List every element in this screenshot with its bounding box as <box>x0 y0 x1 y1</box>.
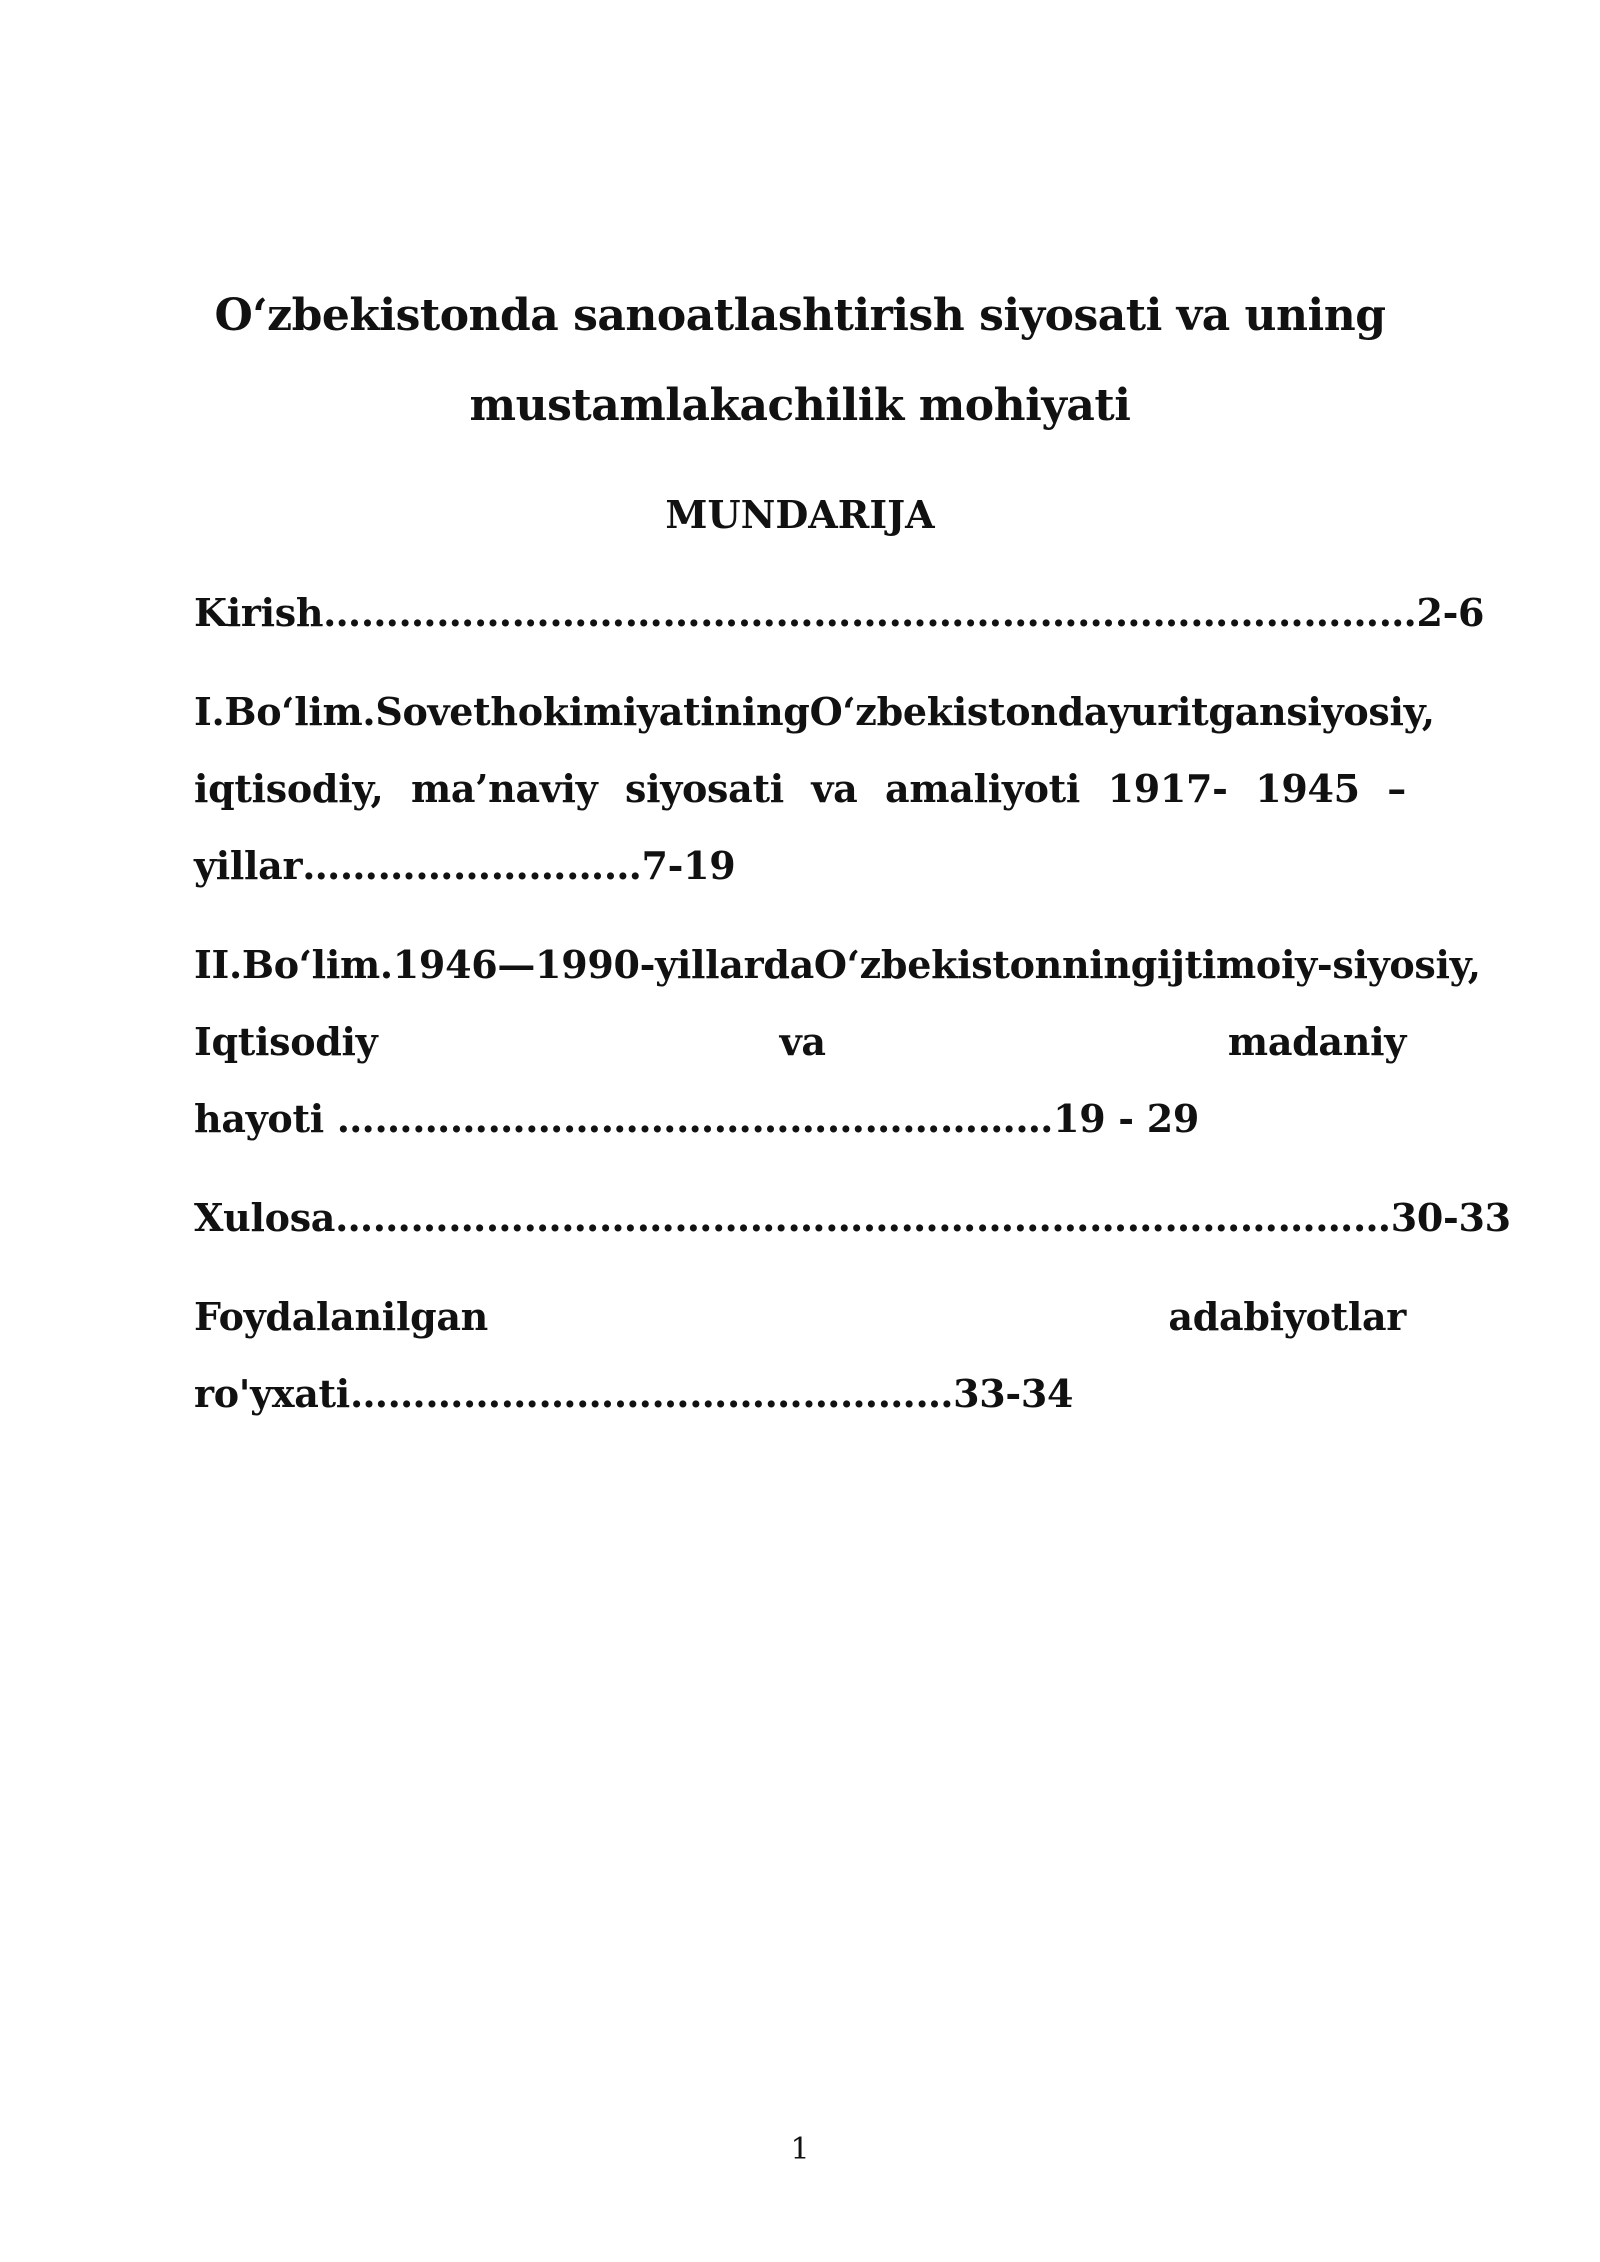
toc-entry-references-line-1 <box>194 1294 1406 1339</box>
toc-word: adabiyotlar <box>1168 1294 1406 1339</box>
toc-word: va <box>811 766 858 811</box>
document-title-line-2: mustamlakachilik mohiyati <box>469 380 1131 431</box>
toc-entry-section1-line-1 <box>194 689 1435 734</box>
toc-word: amaliyoti <box>885 766 1081 811</box>
page-number: 1 <box>790 2132 810 2167</box>
toc-word: O‘zbekistonda <box>809 689 1109 734</box>
toc-word: O‘zbekistonning <box>813 942 1158 987</box>
toc-word: ma’naviy <box>410 766 598 811</box>
toc-entry-section1-line-3: yillar………………………7-19 <box>194 843 736 888</box>
toc-word: yuritgan <box>1108 689 1287 734</box>
toc-word: Iqtisodiy <box>194 1019 378 1064</box>
toc-entry-section2-line-2 <box>194 1019 1406 1064</box>
contents-heading: MUNDARIJA <box>665 492 935 537</box>
toc-word: siyosati <box>625 766 784 811</box>
toc-entry-conclusion: Xulosa…………………………………………………………………………30-33 <box>194 1195 1511 1240</box>
toc-word: II. <box>194 942 242 987</box>
toc-word: Sovet <box>375 689 491 734</box>
toc-word: 1917- <box>1107 766 1228 811</box>
document-title-line-1: O‘zbekistonda sanoatlashtirish siyosati va uning <box>214 290 1386 341</box>
toc-word: Foydalanilgan <box>194 1294 488 1339</box>
toc-entry-section1-line-2 <box>194 766 1406 811</box>
toc-word: va <box>779 1019 826 1064</box>
toc-entry-intro: Kirish……………………………………………………………………………2-6 <box>194 590 1485 635</box>
toc-word: hokimiyatining <box>490 689 810 734</box>
toc-word: – <box>1387 766 1406 811</box>
toc-word: siyosiy, <box>1286 689 1435 734</box>
toc-word: I.Bo‘lim. <box>194 689 376 734</box>
toc-entry-section2-line-3: hayoti …………………………………………………19 - 29 <box>194 1096 1199 1141</box>
toc-entry-section2-line-1 <box>194 942 1481 987</box>
toc-entry-references-line-2: ro'yxati…………………………………………33-34 <box>194 1371 1074 1416</box>
toc-word: 1946—1990-yillarda <box>392 942 814 987</box>
toc-word: madaniy <box>1227 1019 1406 1064</box>
toc-word: Bo‘lim. <box>241 942 393 987</box>
toc-word: ijtimoiy-siyosiy, <box>1157 942 1481 987</box>
toc-word: 1945 <box>1255 766 1360 811</box>
toc-word: iqtisodiy, <box>194 766 384 811</box>
